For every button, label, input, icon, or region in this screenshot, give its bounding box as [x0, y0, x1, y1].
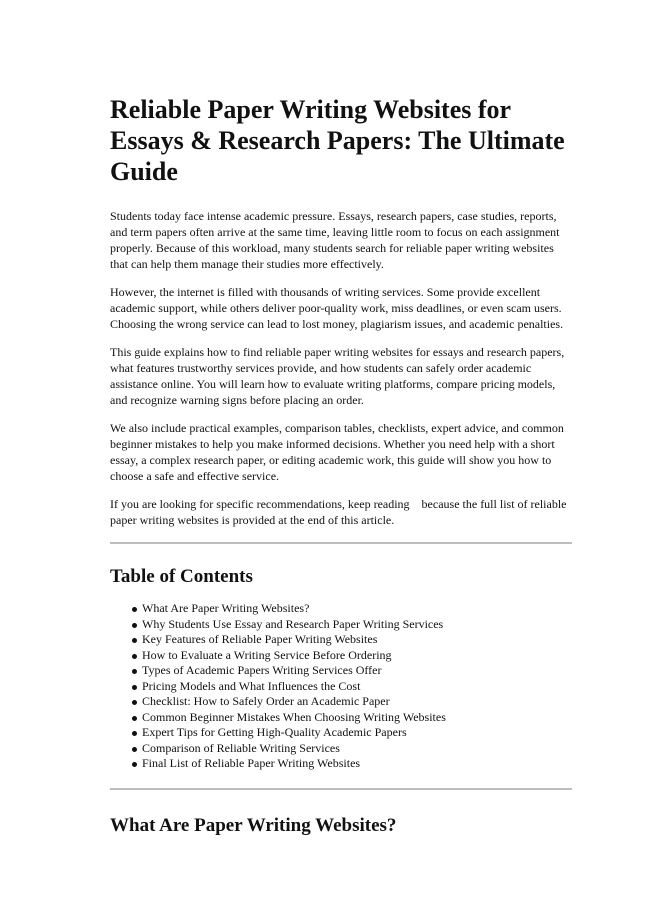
section-heading: What Are Paper Writing Websites? [110, 814, 397, 836]
intro-paragraph: We also include practical examples, comparison tables, checklists, expert advice, and common beginner mistakes to help you make informed decisions. Whether you need help with a short essay, a complex research paper, or editing academic work, this guide will show you how to choose a safe and effective service. [110, 421, 564, 483]
toc-item: How to Evaluate a Writing Service Before Ordering [142, 648, 572, 664]
section-divider [110, 788, 572, 790]
toc-list [110, 601, 572, 772]
toc-item: Types of Academic Papers Writing Services Offer [142, 663, 572, 679]
intro-paragraph: Students today face intense academic pressure. Essays, research papers, case studies, reports, and term papers often arrive at the same time, leaving little room to focus on each assignment properly. Because of this workload, many students search for reliable paper writing websites that can help them manage their studies more effectively. [110, 209, 560, 271]
document-page [110, 94, 572, 850]
toc-item: Pricing Models and What Influences the Cost [142, 679, 572, 695]
intro-paragraph: If you are looking for specific recommendations, keep reading because the full list of reliable paper writing websites is provided at the end of this article. [110, 497, 570, 527]
section-divider [110, 542, 572, 544]
toc-heading: Table of Contents [110, 566, 253, 587]
toc-item: What Are Paper Writing Websites? [142, 601, 572, 617]
toc-item: Expert Tips for Getting High-Quality Academic Papers [142, 725, 572, 741]
toc-item: Comparison of Reliable Writing Services [142, 741, 572, 757]
toc-item: Final List of Reliable Paper Writing Websites [142, 756, 572, 772]
intro-paragraph: This guide explains how to find reliable paper writing websites for essays and research papers, what features trustworthy services provide, and how students can safely order academic assistance online. You will learn how to evaluate writing platforms, compare pricing models, and recognize warning signs before placing an order. [110, 345, 565, 407]
intro-section [110, 208, 572, 528]
toc-item: Common Beginner Mistakes When Choosing Writing Websites [142, 710, 572, 726]
toc-item: Why Students Use Essay and Research Paper Writing Services [142, 617, 572, 633]
intro-paragraph: However, the internet is filled with thousands of writing services. Some provide excellent academic support, while others deliver poor-quality work, miss deadlines, or even scam users. Choosing the wrong service can lead to lost money, plagiarism issues, and academic penalties. [110, 285, 564, 331]
toc-item: Key Features of Reliable Paper Writing Websites [142, 632, 572, 648]
toc-item: Checklist: How to Safely Order an Academic Paper [142, 694, 572, 710]
document-title: Reliable Paper Writing Websites for Essays & Research Papers: The Ultimate Guide [110, 95, 565, 186]
